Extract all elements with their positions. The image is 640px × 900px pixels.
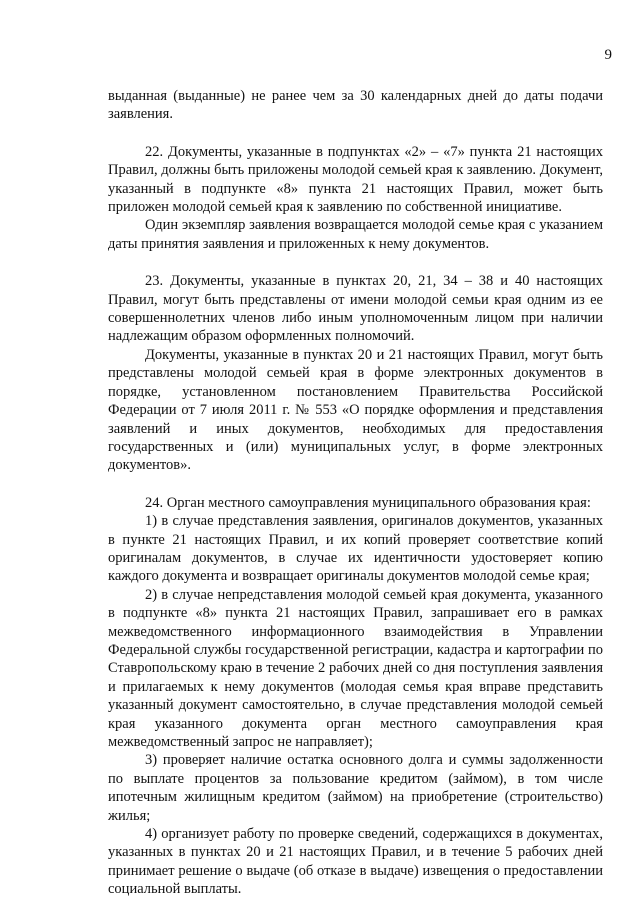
paragraph-item-24: 24. Орган местного самоуправления муниципального образования края: (145, 494, 591, 511)
page-number: 9 (604, 47, 612, 63)
paragraph-item-24-sub-3: 3) проверяет наличие остатка основного долга и суммы задолженности по выплате процентов за пользование кредитом (займом), в том числе ипотечным жилищным кредитом (займом) на приобретение (строительство) жилья; (108, 752, 603, 824)
document-body (108, 87, 603, 899)
paragraph-item-24-sub-4: 4) организует работу по проверке сведений, содержащихся в документах, указанных в пунктах 20 и 21 настоящих Правил, и в течение 5 рабочих дней принимает решение о выдаче (об отказе в выдаче) извещения о предоставлении социальной выплаты. (108, 826, 603, 898)
paragraph-item-23-electronic: Документы, указанные в пунктах 20 и 21 настоящих Правил, могут быть представлены молодой семьей края в форме электронных документов в порядке, установленном постановлением Правительства Российской Федерации от 7 июля 2011 г. № 553 «О порядке оформления и представления заявлений и иных документов, необходимых для предоставления государственных и (или) муниципальных услуг, в форме электронных документов». (108, 346, 603, 474)
paragraph-item-24-sub-1: 1) в случае представления заявления, оригиналов документов, указанных в пункте 21 настоящих Правил, и их копий проверяет соответствие копий оригиналам документов, в случае их идентичности удостоверяет копию каждого документа и возвращает оригиналы документов молодой семье края; (108, 513, 603, 585)
paragraph-continuation: выданная (выданные) не ранее чем за 30 календарных дней до даты подачи заявления. (108, 88, 603, 123)
paragraph-item-22: 22. Документы, указанные в подпунктах «2» – «7» пункта 21 настоящих Правил, должны быть приложены молодой семьей края к заявлению. Документ, указанный в подпункте «8» пункта 21 настоящих Правил, может быть приложен молодой семьей края к заявлению по собственной инициативе. (108, 143, 603, 216)
paragraph-item-23: 23. Документы, указанные в пунктах 20, 21, 34 – 38 и 40 настоящих Правил, могут быть представлены от имени молодой семьи края одним из ее совершеннолетних членов либо иным уполномоченным лицом при наличии надлежащим образом оформленных полномочий. (108, 273, 603, 345)
paragraph-item-24-sub-2: 2) в случае непредставления молодой семьей края документа, указанного в подпункте «8» пункта 21 настоящих Правил, запрашивает его в рамках межведомственного информационного взаимодействия в Управлении Федеральной службы государственной регистрации, кадастра и картографии по Ставропольскому краю в течение 2 рабочих дней со дня поступления заявления и прилагаемых к нему документов (молодая семья края вправе представить указанный документ самостоятельно, в случае представления молодой семьей края указанного документа орган местного самоуправления края межведомственный запрос не направляет); (108, 586, 603, 750)
paragraph-item-22-copy: Один экземпляр заявления возвращается молодой семье края с указанием даты принятия заявления и приложенных к нему документов. (108, 217, 603, 252)
